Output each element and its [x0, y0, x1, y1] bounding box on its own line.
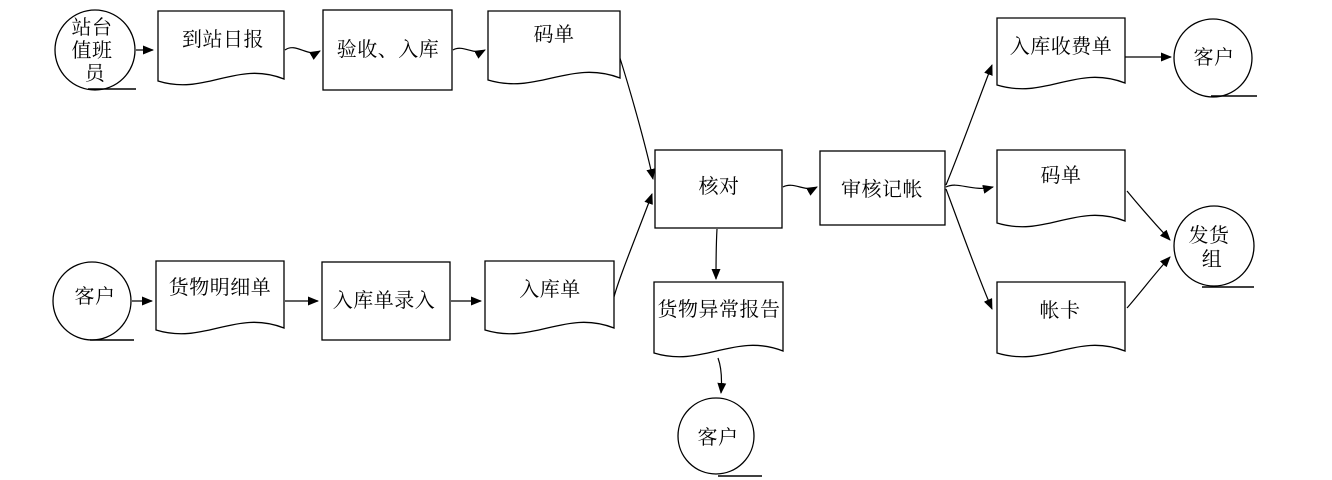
edge-check-to-exception-report [716, 229, 717, 279]
edge-audit-to-tally-sheet-right [946, 185, 993, 188]
edge-exception-report-to-customer [718, 358, 722, 393]
edge-tally-sheet-right-to-shipping-group [1127, 191, 1170, 240]
edge-account-card-to-shipping-group [1127, 257, 1170, 308]
edge-audit-to-fee-bill [946, 65, 992, 185]
edge-tally-sheet-to-check [619, 55, 653, 179]
label-entry-form-input: 入库单录入 [332, 290, 436, 312]
edge-check-to-audit [783, 185, 817, 188]
label-platform-attendant: 站台 值班 员 [71, 17, 113, 85]
label-customer-right: 客户 [1193, 47, 1235, 69]
edge-arrival-report-to-acceptance [285, 48, 320, 53]
label-tally-sheet-top: 码单 [533, 24, 575, 46]
nodes-group [53, 10, 1257, 476]
label-check: 核对 [698, 176, 740, 198]
edge-acceptance-to-tally-sheet [453, 48, 485, 51]
label-customer-left: 客户 [74, 286, 116, 308]
label-cargo-detail-list: 货物明细单 [168, 277, 272, 299]
label-tally-sheet-right: 码单 [1040, 165, 1082, 187]
label-fee-bill: 入库收费单 [1009, 36, 1113, 58]
label-account-card: 帐卡 [1039, 300, 1081, 322]
edge-entry-form-to-check [613, 194, 652, 301]
node-tally-sheet-right-document [997, 150, 1125, 227]
label-entry-form: 入库单 [519, 279, 581, 301]
label-acceptance-warehousing: 验收、入库 [336, 39, 440, 61]
label-audit-bookkeeping: 审核记帐 [841, 179, 923, 201]
edge-audit-to-account-card [946, 189, 992, 309]
label-arrival-daily-report: 到站日报 [182, 29, 264, 51]
label-customer-bottom: 客户 [697, 427, 739, 449]
label-exception-report: 货物异常报告 [657, 299, 781, 321]
label-shipping-group: 发货 组 [1188, 225, 1230, 271]
node-tally-sheet-top-document [488, 11, 620, 84]
